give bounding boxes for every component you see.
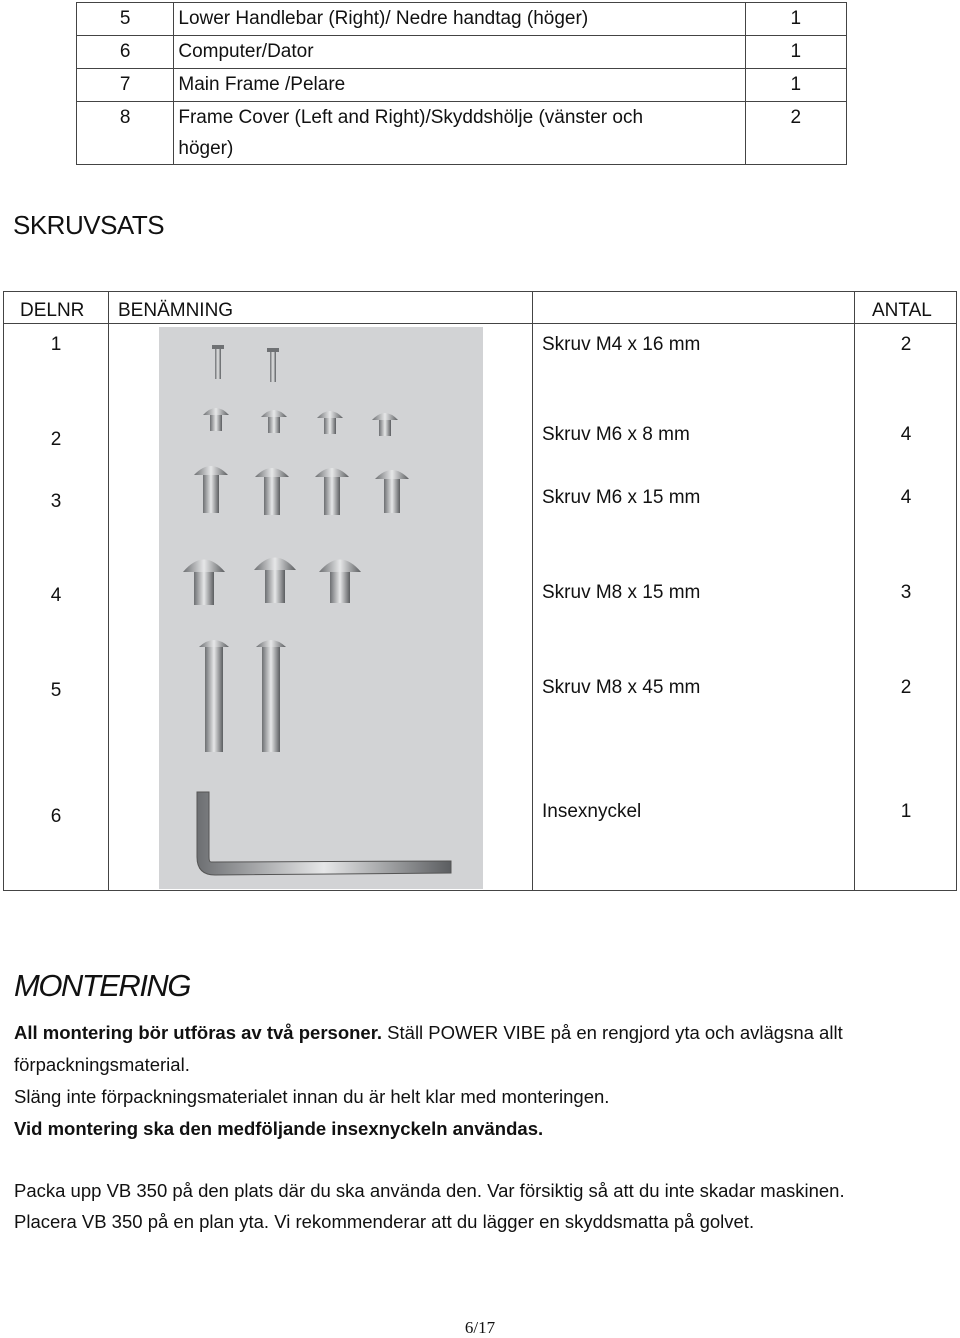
part-number: 8 [77,102,174,165]
screw-number: 2 [50,429,62,450]
assembly-warning: All montering bör utföras av två personer. [14,1022,383,1043]
part-quantity: 1 [745,69,846,102]
assembly-text-line: förpackningsmaterial. [14,1054,190,1075]
screw-m6-long-icon [194,466,409,515]
section-title-skruvsats: SKRUVSATS [13,210,165,240]
screw-m8-short-icon [183,558,361,606]
screw-quantity: 2 [900,677,912,698]
parts-table [76,2,847,165]
table-row [77,3,847,36]
screw-number: 5 [50,680,62,701]
part-description-line: höger) [178,138,234,159]
part-quantity: 2 [745,102,846,165]
part-description: Computer/Dator [174,36,745,69]
part-description: Lower Handlebar (Right)/ Nedre handtag (höger) [174,3,745,36]
hex-key-icon [197,792,451,875]
header-part-number: DELNR [20,300,85,321]
screw-quantity: 4 [900,487,912,508]
table-row [77,69,847,102]
screw-name: Skruv M6 x 8 mm [542,424,690,445]
screw-quantity: 4 [900,424,912,445]
screw-name: Skruv M8 x 45 mm [542,677,701,698]
part-number: 7 [77,69,174,102]
unpack-instruction: Packa upp VB 350 på den plats där du ska använda den. Var försiktig så att du inte skadar maskinen. [14,1180,845,1201]
screw-kit-photo [159,327,483,889]
part-quantity: 1 [745,3,846,36]
screw-name: Skruv M8 x 15 mm [542,582,701,603]
header-divider [4,323,956,324]
part-description: Main Frame /Pelare [174,69,745,102]
part-quantity: 1 [745,36,846,69]
screw-name: Skruv M4 x 16 mm [542,334,701,355]
screw-m6-short-icon [203,408,398,436]
screw-number: 1 [50,334,62,355]
assembly-text: Ställ POWER VIBE på en rengjord yta och avlägsna allt [382,1022,843,1043]
screw-number: 3 [50,491,62,512]
page-number: 6/17 [464,1318,496,1337]
hex-key-instruction: Vid montering ska den medföljande insexnyckeln användas. [14,1118,544,1139]
part-description-line: Frame Cover (Left and Right)/Skyddshölje (vänster och [178,107,644,128]
screw-quantity: 1 [900,801,912,822]
header-quantity: ANTAL [872,300,932,321]
screw-name: Skruv M6 x 15 mm [542,487,701,508]
part-description [174,102,745,165]
screw-kit-table [3,291,957,891]
screw-number: 6 [50,806,62,827]
column-divider [108,292,109,890]
table-row [77,36,847,69]
screw-m8-long-icon [199,640,286,752]
header-name: BENÄMNING [118,300,234,321]
assembly-text-line: Släng inte förpackningsmaterialet innan du är helt klar med monteringen. [14,1086,610,1107]
table-row [77,102,847,165]
screw-quantity: 2 [900,334,912,355]
part-number: 6 [77,36,174,69]
screw-m4-icon [212,345,279,382]
part-number: 5 [77,3,174,36]
screws-illustration [159,327,483,889]
section-title-montering: MONTERING [14,968,190,1003]
column-divider [532,292,533,890]
screw-quantity: 3 [900,582,912,603]
screw-name: Insexnyckel [542,801,642,822]
placement-instruction: Placera VB 350 på en plan yta. Vi rekommenderar att du lägger en skyddsmatta på golvet. [14,1211,755,1232]
assembly-paragraph [14,1017,843,1048]
screw-number: 4 [50,585,62,606]
